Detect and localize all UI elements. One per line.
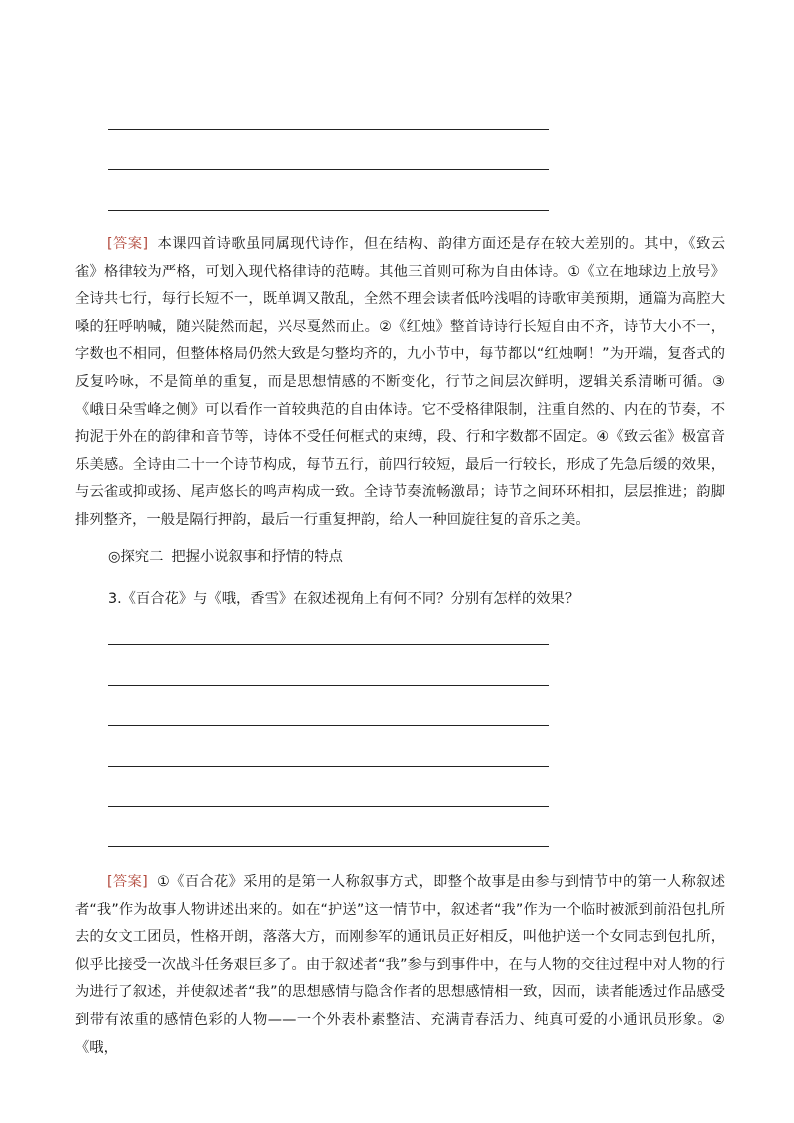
- answer-line[interactable]: [108, 766, 549, 767]
- answer-paragraph: [75, 869, 725, 1062]
- answer-line[interactable]: [108, 806, 549, 807]
- answer-text: 本课四首诗歌虽同属现代诗作，但在结构、韵律方面还是存在较大差别的。其中，《致云雀》格律较为严格，可划入现代格律诗的范畴。其他三首则可称为自由体诗。①《立在地球边上放号》全诗共七行，每行长短不一，既单调又散乱，全然不理会读者低吟浅唱的诗歌审美预期，通篇为高腔大嗓的狂呼呐喊，随兴陡然而起，兴尽戛然而止。②《红烛》整首诗诗行长短自由不齐，诗节大小不一，字数也不相同，但整体格局仍然大致是匀整均齐的，九小节中，每节都以“红烛啊！”为开端，复沓式的反复吟咏，不是简单的重复，而是思想情感的不断变化，行节之间层次鲜明，逻辑关系清晰可循。③《峨日朵雪峰之侧》可以看作一首较典范的自由体诗。它不受格律限制，注重自然的、内在的节奏，不拘泥于外在的韵律和音节等，诗体不受任何框式的束缚，段、行和字数都不固定。④《致云雀》极富音乐美感。全诗由二十一个诗节构成，每节五行，前四行较短，最后一行较长，形成了先急后缓的效果，与云雀或抑或扬、尾声悠长的鸣声构成一致。全诗节奏流畅激昂；诗节之间环环相扣，层层推进；韵脚排列整齐，一般是隔行押韵，最后一行重复押韵，给人一种回旋往复的音乐之美。: [75, 236, 725, 528]
- answer-text: ①《百合花》采用的是第一人称叙事方式，即整个故事是由参与到情节中的第一人称叙述者“我”作为故事人物讲述出来的。如在“护送”这一情节中，叙述者“我”作为一个临时被派到前沿包扎所去的女文工团员，性格开朗，落落大方，而刚参军的通讯员正好相反，叫他护送一个女同志到包扎所，似乎比接受一次战斗任务艰巨多了。由于叙述者“我”参与到事件中，在与人物的交往过程中对人物的行为进行了叙述，并使叙述者“我”的思想感情与隐含作者的思想感情相一致，因而，读者能透过作品感受到带有浓重的感情色彩的人物——一个外表朴素整洁、充满青春活力、纯真可爱的小通讯员形象。②《哦，: [75, 874, 725, 1056]
- section-title: 把握小说叙事和抒情的特点: [171, 549, 343, 565]
- answer-line[interactable]: [108, 725, 549, 726]
- answer-line[interactable]: [108, 169, 549, 170]
- answer-line[interactable]: [108, 644, 549, 645]
- answer-line[interactable]: [108, 846, 549, 847]
- question-3: 3.《百合花》与《哦，香雪》在叙述视角上有何不同？分别有怎样的效果？: [108, 591, 580, 607]
- answer-tag: [答案]: [107, 236, 149, 252]
- section-marker: ◎探究二: [108, 549, 164, 565]
- answer-paragraph: [75, 231, 725, 535]
- answer-line[interactable]: [108, 210, 549, 211]
- answer-line[interactable]: [108, 685, 549, 686]
- answer-tag: [答案]: [107, 874, 148, 890]
- section-heading: [108, 546, 343, 568]
- answer-line[interactable]: [108, 129, 549, 130]
